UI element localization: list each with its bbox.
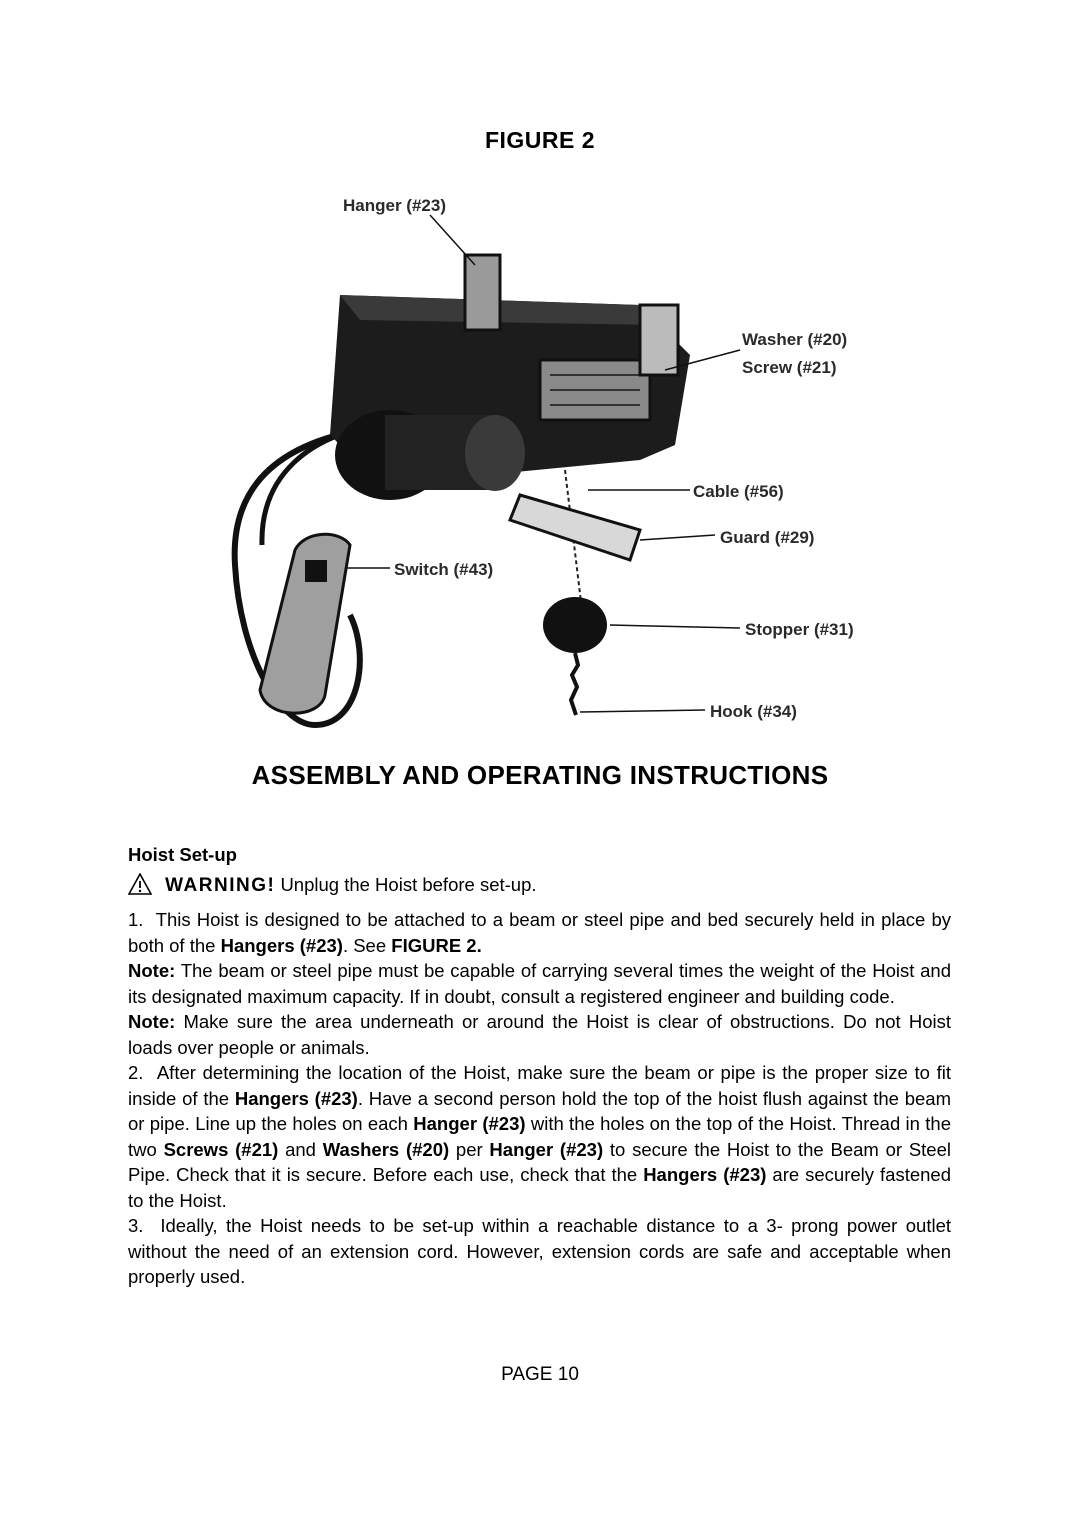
hanger-right xyxy=(640,305,678,375)
warning-line xyxy=(128,872,951,902)
callout-stopper: Stopper (#31) xyxy=(745,620,854,639)
warning-triangle-icon xyxy=(128,873,152,902)
subheading: Hoist Set-up xyxy=(128,844,237,865)
step-1: 1. This Hoist is designed to be attached to a beam or steel pipe and bed securely held in place by both of the Hangers (#23). See FIGURE 2. xyxy=(128,909,951,956)
stopper xyxy=(543,597,607,653)
hook xyxy=(571,653,578,715)
callout-cable: Cable (#56) xyxy=(693,482,784,501)
instructions-body xyxy=(128,842,951,1290)
hoist-figure xyxy=(220,185,900,730)
callout-switch: Switch (#43) xyxy=(394,560,494,579)
page-number: PAGE 10 xyxy=(501,1364,579,1385)
note-2: Note: Make sure the area underneath or around the Hoist is clear of obstructions. Do not Hoist loads over people or animals. xyxy=(128,1011,952,1058)
step-3: 3. Ideally, the Hoist needs to be set-up within a reachable distance to a 3- prong power outlet without the need of an extension cord. However, extension cords are safe and acceptable when properly used. xyxy=(128,1215,952,1287)
hanger-left xyxy=(465,255,500,330)
note-1: Note: The beam or steel pipe must be capable of carrying several times the weight of the Hoist and its designated maximum capacity. If in doubt, consult a registered engineer and building code. xyxy=(128,960,951,1007)
callout-guard: Guard (#29) xyxy=(720,528,815,547)
callout-hanger: Hanger (#23) xyxy=(343,196,446,215)
callout-washer: Washer (#20) xyxy=(742,330,848,349)
step-2: 2. After determining the location of the Hoist, make sure the beam or pipe is the proper size to fit inside of the Hangers (#23). Have a second person hold the top of the hoist flush against the beam or pipe. Line up the holes on each Hanger (#23) with the holes on the top of the Hoist. Thread in the two Screws (#21) and Washers (#20) per Hanger (#23) to secure the Hoist to the Beam or Steel Pipe. Check that it is secure. Before each use, check that the Hangers (#23) are securely fastened to the Hoist. xyxy=(128,1062,952,1211)
figure-title: FIGURE 2 xyxy=(484,127,596,153)
hoist-diagram xyxy=(220,185,900,730)
section-title: ASSEMBLY AND OPERATING INSTRUCTIONS xyxy=(251,760,829,790)
warning-label: WARNING! xyxy=(165,874,276,896)
warning-text: Unplug the Hoist before set-up. xyxy=(280,873,537,895)
callout-hook: Hook (#34) xyxy=(710,702,797,721)
callout-screw: Screw (#21) xyxy=(742,358,837,377)
